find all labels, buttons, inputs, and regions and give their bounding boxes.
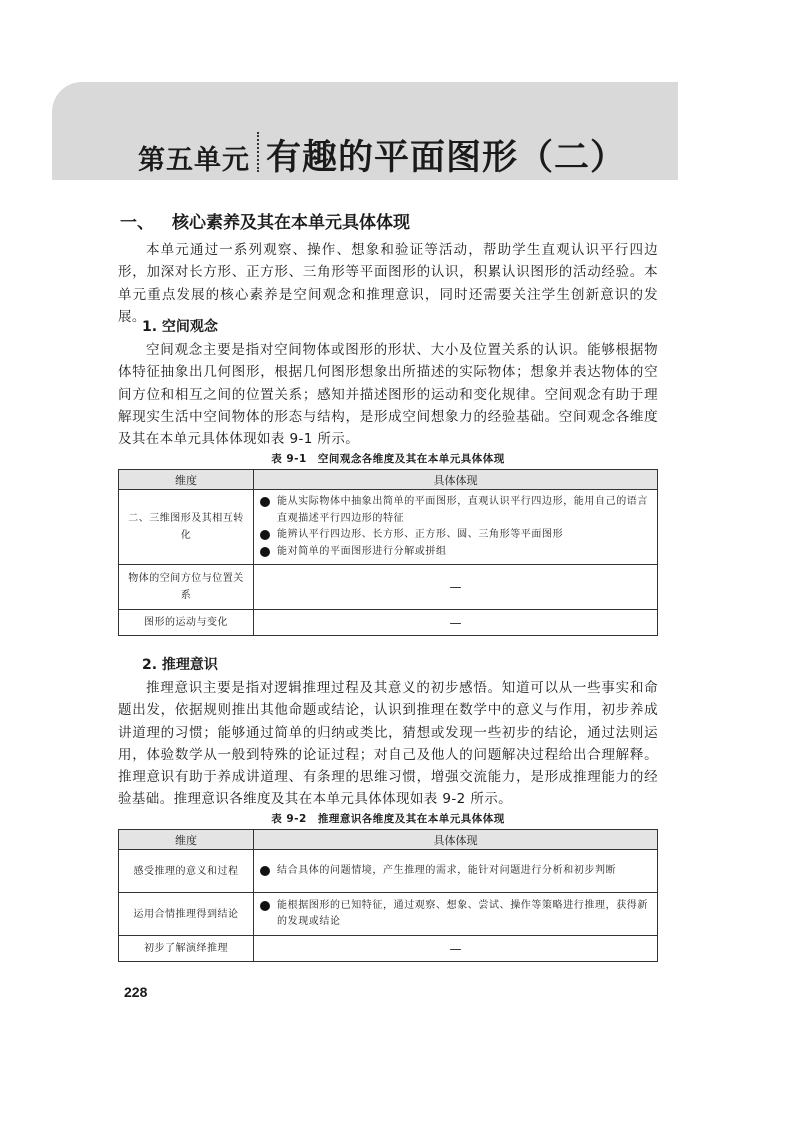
manifestation-cell xyxy=(254,893,658,936)
table-header-row xyxy=(119,470,658,490)
unit-label: 第五单元 xyxy=(138,145,250,176)
bullet-text: 能根据图形的已知特征，通过观察、想象、尝试、操作等策略进行推理，获得新的发现或结论 xyxy=(277,899,648,927)
table-row xyxy=(119,565,658,610)
dimension-cell: 感受推理的意义和过程 xyxy=(119,850,254,893)
subsection-heading-reasoning: 2. 推理意识 xyxy=(142,657,218,673)
table-reasoning xyxy=(118,829,658,962)
bullet-text: 能从实际物体中抽象出简单的平面图形，直观认识平行四边形，能用自己的语言直观描述平行四边形的特征 xyxy=(277,496,648,524)
bullet-dot-icon xyxy=(260,547,270,557)
section-heading xyxy=(120,208,410,233)
bullet-item xyxy=(260,863,651,880)
column-header-manifestation: 具体体现 xyxy=(254,830,658,850)
dimension-cell: 运用合情推理得到结论 xyxy=(119,893,254,936)
column-header-dimension: 维度 xyxy=(119,470,254,490)
column-header-manifestation: 具体体现 xyxy=(254,470,658,490)
section-number: 一、 xyxy=(120,213,154,233)
empty-dash-cell: — xyxy=(254,610,658,636)
bullet-item xyxy=(260,898,651,931)
bullet-item xyxy=(260,494,651,527)
table-row xyxy=(119,936,658,962)
bullet-dot-icon xyxy=(260,530,270,540)
spatial-paragraph: 空间观念主要是指对空间物体或图形的形状、大小及位置关系的认识。能够根据物体特征抽象出几何图形，根据几何图形想象出所描述的实际物体；想象并表达物体的空间方位和相互之间的位置关系；感知并描述图形的运动和变化规律。空间观念有助于理解现实生活中空间物体的形态与结构，是形成空间想象力的经验基础。空间观念各维度及其在本单元具体体现如表 9-1 所示。 xyxy=(118,342,658,448)
dimension-cell: 二、三维图形及其相互转化 xyxy=(119,490,254,565)
table-row xyxy=(119,490,658,565)
page-number: 228 xyxy=(124,984,148,1000)
bullet-dot-icon xyxy=(260,866,270,876)
table1-caption: 表 9-1 空间观念各维度及其在本单元具体体现 xyxy=(271,453,505,465)
column-header-dimension: 维度 xyxy=(119,830,254,850)
dimension-cell: 图形的运动与变化 xyxy=(119,610,254,636)
reasoning-paragraph: 推理意识主要是指对逻辑推理过程及其意义的初步感悟。知道可以从一些事实和命题出发，依据规则推出其他命题或结论，认识到推理在数学中的意义与作用，初步养成讲道理的习惯；能够通过简单的归纳或类比，猜想或发现一些初步的结论，通过法则运用，体验数学从一般到特殊的论证过程；对自己及他人的问题解决过程给出合理解释。推理意识有助于养成讲道理、有条理的思维习惯，增强交流能力，是形成推理能力的经验基础。推理意识各维度及其在本单元具体体现如表 9-2 所示。 xyxy=(118,680,658,808)
table-row xyxy=(119,610,658,636)
manifestation-cell xyxy=(254,490,658,565)
banner-divider xyxy=(257,132,259,172)
bullet-text: 能对简单的平面图形进行分解或拼组 xyxy=(277,545,447,557)
section-title: 核心素养及其在本单元具体体现 xyxy=(172,213,410,233)
subsection-heading-spatial: 1. 空间观念 xyxy=(142,319,218,335)
empty-dash-cell: — xyxy=(254,565,658,610)
dimension-cell: 物体的空间方位与位置关系 xyxy=(119,565,254,610)
intro-paragraph: 本单元通过一系列观察、操作、想象和验证等活动，帮助学生直观认识平行四边形，加深对长方形、正方形、三角形等平面图形的认识，积累认识图形的活动经验。本单元重点发展的核心素养是空间观念和推理意识，同时还需要关注学生创新意识的发展。 xyxy=(118,242,658,325)
dimension-cell: 初步了解演绎推理 xyxy=(119,936,254,962)
table-spatial-concept xyxy=(118,469,658,636)
table-row xyxy=(119,850,658,893)
chapter-title: 有趣的平面图形（二） xyxy=(266,138,627,178)
table-header-row xyxy=(119,830,658,850)
bullet-text: 结合具体的问题情境，产生推理的需求，能针对问题进行分析和初步判断 xyxy=(277,864,617,876)
bullet-item xyxy=(260,544,651,561)
table2-caption: 表 9-2 推理意识各维度及其在本单元具体体现 xyxy=(271,813,505,825)
bullet-dot-icon xyxy=(260,901,270,911)
bullet-text: 能辨认平行四边形、长方形、正方形、圆、三角形等平面图形 xyxy=(277,529,564,540)
empty-dash-cell: — xyxy=(254,936,658,962)
manifestation-cell xyxy=(254,850,658,893)
bullet-dot-icon xyxy=(260,497,270,507)
bullet-item xyxy=(260,527,651,544)
table-row xyxy=(119,893,658,936)
